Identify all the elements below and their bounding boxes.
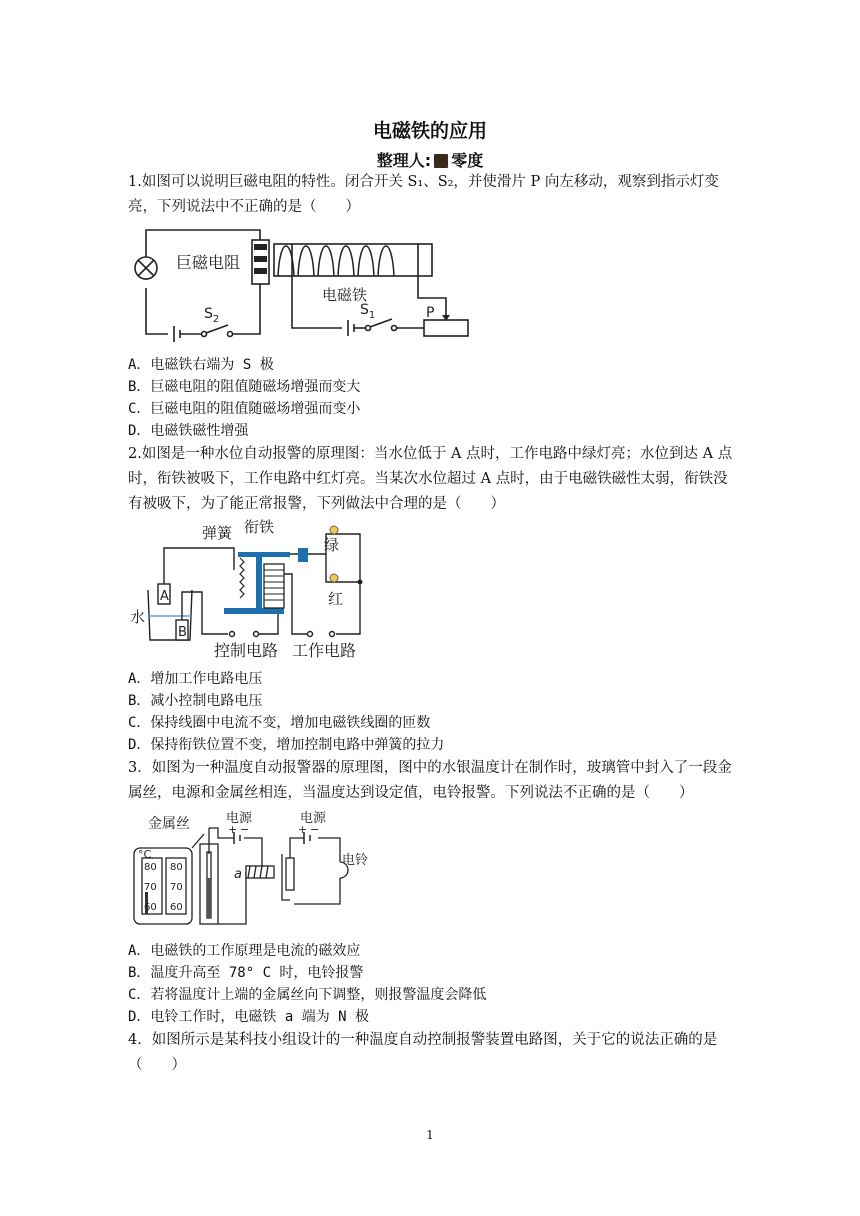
power-2-minus: − [310, 823, 320, 836]
author-line [0, 148, 860, 171]
q3-option-b: B．温度升高至 78° C 时，电铃报警 [128, 965, 364, 981]
q1-option-d: D．电磁铁磁性增强 [128, 423, 249, 439]
figure-3-temperature-alarm [130, 808, 380, 932]
scale-70-right: 70 [170, 882, 183, 893]
water-label: 水 [130, 608, 146, 626]
power-1-minus: − [240, 823, 250, 836]
scale-60-left: 60 [144, 902, 157, 913]
q1-option-b: B．巨磁电阻的阻值随磁场增强而变大 [128, 379, 361, 395]
green-lamp-label: 绿 [324, 536, 340, 554]
red-lamp-label: 红 [328, 590, 344, 608]
q3-option-d: D．电铃工作时，电磁铁 a 端为 N 极 [128, 1009, 370, 1025]
scale-70-left: 70 [144, 882, 157, 893]
point-b-label: B [178, 625, 187, 640]
spring-label: 弹簧 [202, 524, 233, 542]
electromagnet-label: 电磁铁 [322, 286, 368, 304]
metal-wire-label: 金属丝 [148, 816, 190, 832]
question-2-text: 2.如图是一种水位自动报警的原理图：当水位低于 A 点时，工作电路中绿灯亮；水位到达 A 点时，衔铁被吸下，工作电路中红灯亮。当某次水位超过 A 点时，由于电磁铁磁性太弱，衔铁没有被吸下，为了能正常报警，下列做法中合理的是（ ） [128, 446, 733, 512]
author-name: 零度 [451, 151, 484, 170]
q3-option-a: A．电磁铁的工作原理是电流的磁效应 [128, 943, 361, 959]
author-logo-icon [434, 154, 448, 168]
q2-option-c: C．保持线圈中电流不变，增加电磁铁线圈的匝数 [128, 715, 431, 731]
q2-option-b: B．减小控制电路电压 [128, 693, 263, 709]
switch-s2-label: $S_2$ [204, 306, 220, 325]
scale-80-right: 80 [170, 862, 183, 873]
q2-option-a: A．增加工作电路电压 [128, 671, 263, 687]
end-a-label: a [234, 867, 242, 882]
figure-1-gmr-circuit [128, 222, 478, 347]
work-circuit-label: 工作电路 [292, 641, 357, 660]
power-source-1-label: 电源 [226, 811, 253, 826]
question-3-text: 3．如图为一种温度自动报警器的原理图，图中的水银温度计在制作时，玻璃管中封入了一段金属丝，电源和金属丝相连，当温度达到设定值，电铃报警。下列说法不正确的是（ ） [128, 760, 732, 801]
switch-s1-label: $S_1$ [360, 302, 376, 321]
bell-label: 电铃 [342, 853, 369, 868]
page-number: 1 [426, 1128, 434, 1142]
celsius-label: °C [138, 848, 152, 861]
control-circuit-label: 控制电路 [214, 641, 279, 660]
power-2-plus: + [298, 823, 308, 836]
gmr-label: 巨磁电阻 [176, 253, 241, 272]
scale-80-left: 80 [144, 862, 157, 873]
q1-option-a: A．电磁铁右端为 S 极 [128, 357, 274, 373]
point-a-label: A [160, 589, 169, 604]
slider-p-label: P [426, 305, 435, 321]
question-4-text: 4．如图所示是某科技小组设计的一种温度自动控制报警装置电路图，关于它的说法正确的是（ ） [128, 1032, 718, 1073]
q2-option-d: D．保持衔铁位置不变，增加控制电路中弹簧的拉力 [128, 737, 445, 753]
armature-label: 衔铁 [244, 518, 275, 536]
question-1-text: 1.如图可以说明巨磁电阻的特性。闭合开关 S₁、S₂，并使滑片 P 向左移动，观察到指示灯变亮，下列说法中不正确的是（ ） [128, 174, 719, 215]
figure-2-water-alarm [128, 518, 368, 660]
power-source-2-label: 电源 [300, 811, 327, 826]
power-1-plus: + [228, 823, 238, 836]
page-title: 电磁铁的应用 [372, 120, 487, 142]
author-label: 整理人: [376, 151, 432, 170]
q3-option-c: C．若将温度计上端的金属丝向下调整，则报警温度会降低 [128, 987, 487, 1003]
scale-60-right: 60 [170, 902, 183, 913]
q1-option-c: C．巨磁电阻的阻值随磁场增强而变小 [128, 401, 361, 417]
